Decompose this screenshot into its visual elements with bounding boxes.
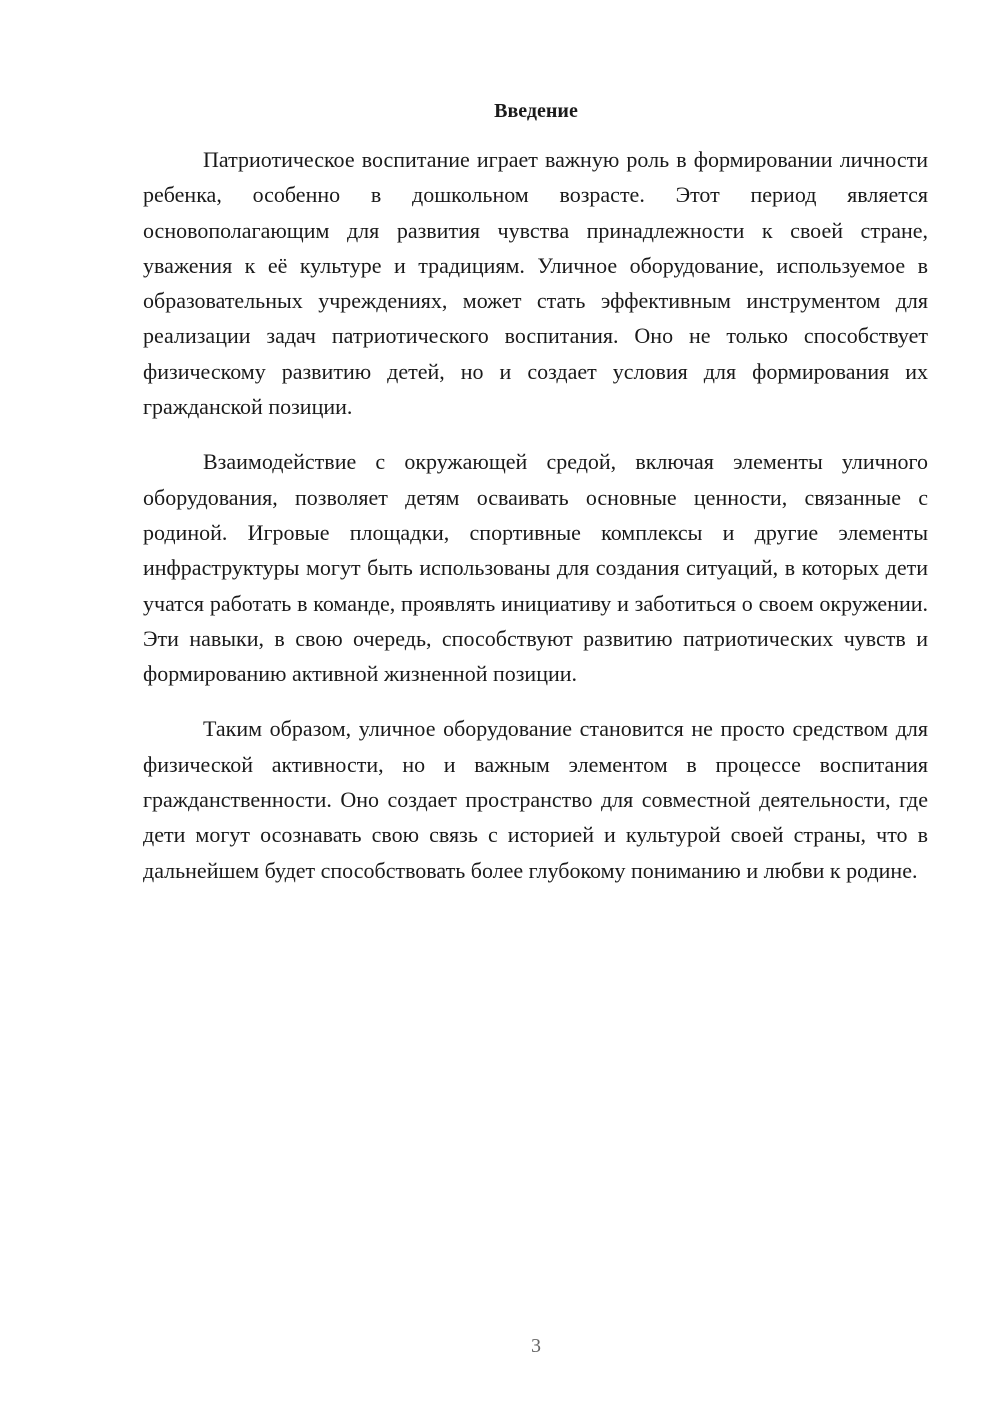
page-number: 3 — [531, 1335, 541, 1357]
page-title: Введение — [494, 100, 578, 122]
paragraph-1: Патриотическое воспитание играет важную роль в формировании личности ребенка, особенно в дошкольном возрасте. Этот период является основополагающим для развития чувства принадлежности к своей стране, уважения к её культуре и традициям. Уличное оборудование, используемое в образовательных учреждениях, может стать эффективным инструментом для реализации задач патриотического воспитания. Оно не только способствует физическому развитию детей, но и создает условия для формирования их гражданской позиции. — [143, 147, 928, 420]
document-body — [143, 142, 928, 908]
paragraph-3: Таким образом, уличное оборудование становится не просто средством для физической активности, но и важным элементом в процессе воспитания гражданственности. Оно создает пространство для совместной деятельности, где дети могут осознавать свою связь с историей и культурой своей страны, что в дальнейшем будет способствовать более глубокому пониманию и любви к родине. — [143, 716, 928, 883]
paragraph-2: Взаимодействие с окружающей средой, включая элементы уличного оборудования, позволяет детям осваивать основные ценности, связанные с родиной. Игровые площадки, спортивные комплексы и другие элементы инфраструктуры могут быть использованы для создания ситуаций, в которых дети учатся работать в команде, проявлять инициативу и заботиться о своем окружении. Эти навыки, в свою очередь, способствуют развитию патриотических чувств и формированию активной жизненной позиции. — [143, 449, 928, 687]
